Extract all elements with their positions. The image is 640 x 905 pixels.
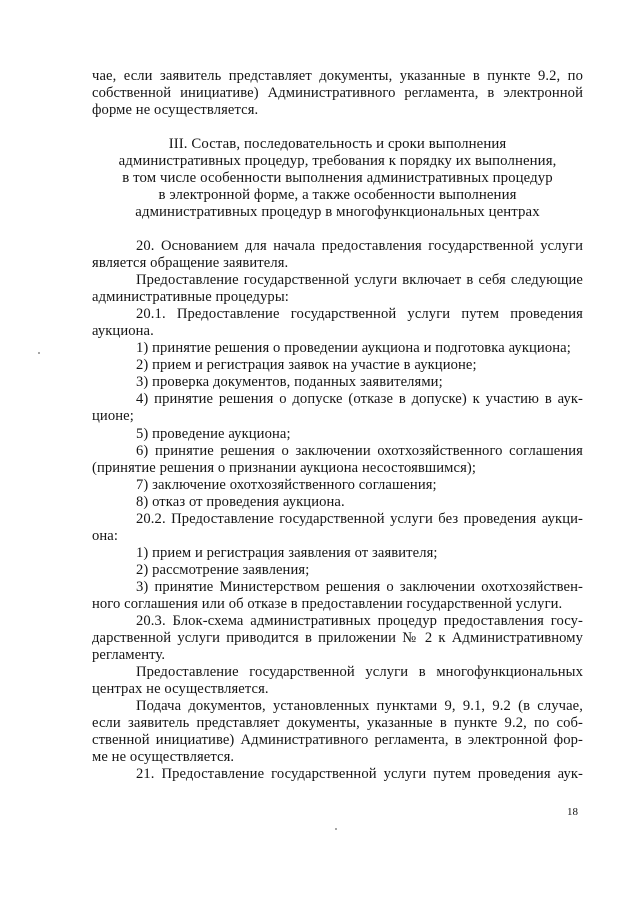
- text-line: 21. Предоставление государственной услуги путем проведения аук-: [136, 766, 583, 782]
- list-item: 7) заключение охотхозяйственного соглашения;: [136, 477, 437, 493]
- text-line: если заявитель представляет документы, указанные в пункте 9.2, по соб-: [92, 715, 583, 731]
- list-item: 8) отказ от проведения аукциона.: [136, 494, 345, 510]
- section-heading-line: в том числе особенности выполнения административных процедур: [122, 170, 553, 186]
- text-line: 20.1. Предоставление государственной услуги путем проведения: [136, 306, 583, 322]
- text-line: 20.3. Блок-схема административных процедур предоставления госу-: [136, 613, 583, 629]
- section-heading-line: административных процедур, требования к порядку их выполнения,: [118, 153, 557, 169]
- text-line: чае, если заявитель представляет документы, указанные в пункте 9.2, по: [92, 68, 583, 84]
- text-line: Предоставление государственной услуги в многофункциональных: [136, 664, 583, 680]
- text-line: Предоставление государственной услуги включает в себя следующие: [136, 272, 583, 288]
- list-item: 1) прием и регистрация заявления от заявителя;: [136, 545, 438, 561]
- text-line: собственной инициативе) Административного регламента, в электронной: [92, 85, 583, 101]
- list-item: ного соглашения или об отказе в предоставлении государственной услуги.: [92, 596, 563, 612]
- list-item: 2) рассмотрение заявления;: [136, 562, 310, 578]
- text-line: административные процедуры:: [92, 289, 289, 305]
- text-line: является обращение заявителя.: [92, 255, 289, 271]
- text-line: регламенту.: [92, 647, 166, 663]
- text-line: ме не осуществляется.: [92, 749, 235, 765]
- text-line: форме не осуществляется.: [92, 102, 259, 118]
- list-item: (принятие решения о признании аукциона несостоявшимся);: [92, 460, 477, 476]
- text-line: аукциона.: [92, 323, 154, 339]
- text-line: ственной инициативе) Административного регламента, в электронной фор-: [92, 732, 583, 748]
- text-line: 20. Основанием для начала предоставления государственной услуги: [136, 238, 583, 254]
- list-item: 3) проверка документов, поданных заявителями;: [136, 374, 443, 390]
- text-line: дарственной услуги приводится в приложении № 2 к Административному: [92, 630, 583, 646]
- list-item: ционе;: [92, 408, 134, 424]
- text-line: Подача документов, установленных пунктами 9, 9.1, 9.2 (в случае,: [136, 698, 583, 714]
- text-line: 20.2. Предоставление государственной услуги без проведения аукци-: [136, 511, 583, 527]
- section-heading-line: административных процедур в многофункциональных центрах: [135, 204, 540, 220]
- list-item: 1) принятие решения о проведении аукциона и подготовка аукциона;: [136, 340, 571, 356]
- text-line: она:: [92, 528, 119, 544]
- scan-speck: [38, 352, 40, 354]
- list-item: 5) проведение аукциона;: [136, 426, 291, 442]
- list-item: 4) принятие решения о допуске (отказе в допуске) к участию в аук-: [136, 391, 583, 407]
- scan-speck: [335, 828, 337, 830]
- section-heading-line: III. Состав, последовательность и сроки выполнения: [168, 136, 507, 152]
- list-item: 3) принятие Министерством решения о заключении охотхозяйствен-: [136, 579, 583, 595]
- list-item: 6) принятие решения о заключении охотхозяйственного соглашения: [136, 443, 583, 459]
- page-number: 18: [567, 806, 578, 818]
- list-item: 2) прием и регистрация заявок на участие в аукционе;: [136, 357, 477, 373]
- text-line: центрах не осуществляется.: [92, 681, 269, 697]
- section-heading-line: в электронной форме, а также особенности выполнения: [158, 187, 517, 203]
